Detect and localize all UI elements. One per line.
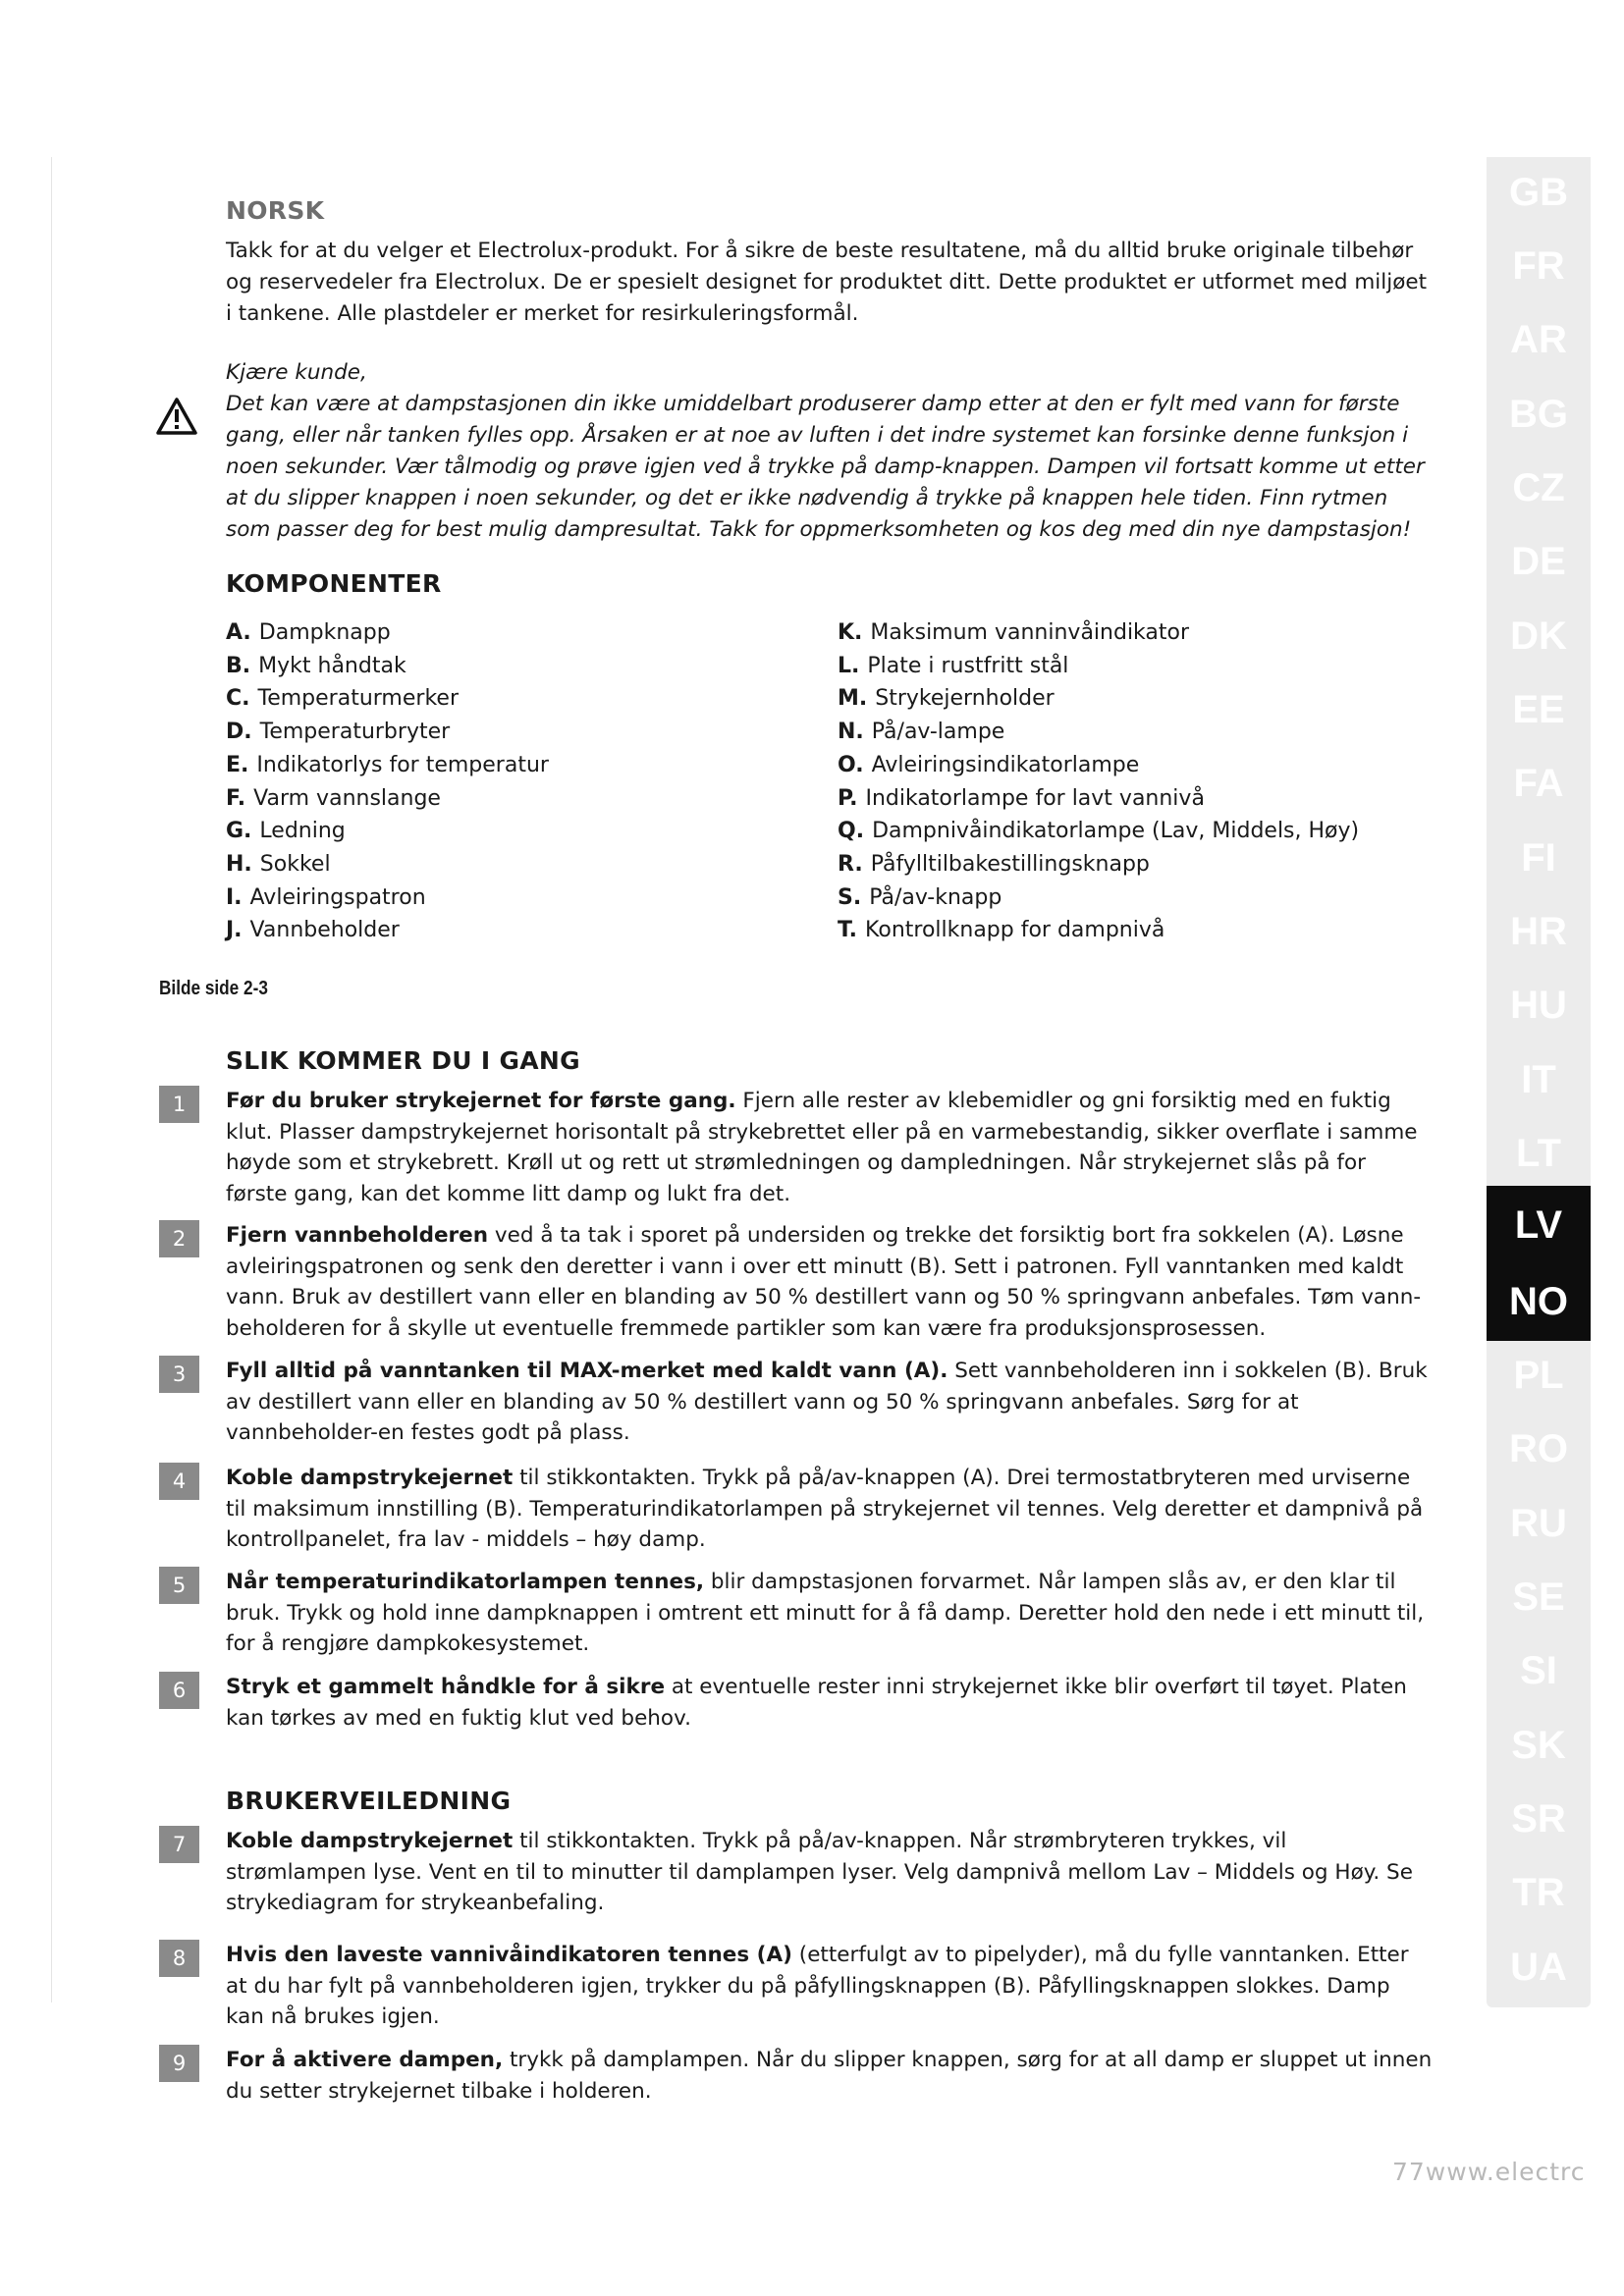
step-text: Fyll alltid på vanntanken til MAX-merket med kaldt vann (A). Sett vannbeholderen inn i sokkelen (B). Bruk av destillert vann eller en blanding av 50 % destillert vann og 50 % springvann anbefales. Sørg for at vannbeholder-en festes godt på plass. [226, 1359, 1428, 1445]
component-item: O. Avleiringsindikatorlampe [838, 752, 1140, 777]
section-title-norsk: NORSK [226, 196, 325, 225]
language-tab-tr[interactable]: TR [1512, 1871, 1565, 1914]
language-tab-sk[interactable]: SK [1511, 1724, 1566, 1767]
step-text: Før du bruker strykejernet for første gang. Fjern alle rester av klebemidler og gni forsiktig med en fuktig klut. Plasser dampstrykejernet horisontalt på strykebrettet eller på en varmebestandig, sikker overflate i samme høyde som et strykebrett. Krøll ut og rett ut strømledningen og dampledningen. Når strykejernet slås på for første gang, kan det komme litt damp og lukt fra det. [226, 1089, 1418, 1206]
language-tab-lt[interactable]: LT [1516, 1132, 1561, 1175]
language-tab-pl[interactable]: PL [1513, 1354, 1564, 1397]
language-tab-hr[interactable]: HR [1510, 910, 1567, 953]
component-item: G. Ledning [226, 819, 346, 844]
language-tab-lv[interactable]: LV [1487, 1186, 1591, 1264]
language-tab-fi[interactable]: FI [1521, 836, 1556, 880]
language-tab-it[interactable]: IT [1521, 1058, 1556, 1101]
component-item: S. På/av-knapp [838, 884, 1002, 910]
warning-triangle-icon [155, 397, 198, 436]
language-tab-se[interactable]: SE [1512, 1575, 1565, 1619]
language-tab-de[interactable]: DE [1511, 540, 1566, 583]
notice-greeting: Kjære kunde, [226, 360, 367, 385]
intro-paragraph: Takk for at du velger et Electrolux-produkt. For å sikre de beste resultatene, må du alltid bruke originale tilbehør og reservedeler fra Electrolux. De er spesielt designet for produktet ditt. Dette produktet er utformet med miljøet i tankene. Alle plastdeler er merket for resirkuleringsformål. [226, 239, 1428, 326]
component-item: I. Avleiringspatron [226, 884, 426, 910]
language-tab-ar[interactable]: AR [1510, 318, 1567, 361]
language-tab-fa[interactable]: FA [1513, 762, 1564, 805]
page-footer: 77www.electrc [1392, 2158, 1586, 2186]
language-tab-ee[interactable]: EE [1512, 688, 1565, 731]
section-title-getting-started: SLIK KOMMER DU I GANG [226, 1046, 580, 1075]
language-tab-ro[interactable]: RO [1509, 1427, 1568, 1470]
step-text: Fjern vannbeholderen ved å ta tak i sporet på undersiden og trekke det forsiktig bort fra sokkelen (A). Løsne avleiringspatronen og senk den deretter i vann i over ett minutt (B). Sett i patronen. Fyll vanntanken med kaldt vann. Bruk av destillert vann eller en blanding av 50 % destillert vann og 50 % springvann anbefales. Tøm vann-beholderen for å skylle ut eventuelle fremmede partikler som kan være fra produksjonsprosessen. [226, 1223, 1422, 1341]
step-number-badge: 3 [159, 1356, 199, 1393]
step-text: Hvis den laveste vannivåindikatoren tennes (A) (etterfulgt av to pipelyder), må du fylle vanntanken. Etter at du har fylt på vannbeholderen igjen, trykker du på påfyllingsknappen (B). Påfyllingsknappen slokkes. Damp kan nå brukes igjen. [226, 1943, 1409, 2029]
component-item: L. Plate i rustfritt stål [838, 653, 1069, 678]
language-tab-bg[interactable]: BG [1509, 393, 1568, 436]
step-text: Når temperaturindikatorlampen tennes, blir dampstasjonen forvarmet. Når lampen slås av, er den klar til bruk. Trykk og hold inne dampknappen i omtrent ett minutt for å få damp. Deretter hold den nede i ett minutt til, for å rengjøre dampkokesystemet. [226, 1570, 1425, 1656]
component-item: T. Kontrollknapp for dampnivå [838, 918, 1165, 943]
language-tab-ru[interactable]: RU [1510, 1502, 1567, 1545]
language-tab-no[interactable]: NO [1487, 1262, 1591, 1341]
component-item: D. Temperaturbryter [226, 720, 451, 745]
step-text: For å aktivere dampen, trykk på damplampen. Når du slipper knappen, sørg for at all damp er sluppet ut innen du setter strykejernet tilbake i holderen. [226, 2048, 1433, 2104]
step-number-badge: 8 [159, 1940, 199, 1977]
language-tab-fr[interactable]: FR [1512, 244, 1565, 288]
language-tab-cz[interactable]: CZ [1512, 466, 1565, 509]
notice-text: Det kan være at dampstasjonen din ikke umiddelbart produserer damp etter at den er fylt med vann for første gang, eller når tanken fylles opp. Årsaken er at noe av luften i det indre systemet kan forsinke denne funksjon i noen sekunder. Vær tålmodig og prøve igjen ved å trykke på damp-knappen. Dampen vil fortsatt komme ut etter at du slipper knappen i noen sekunder, og det er ikke nødvendig å trykke på knappen hele tiden. Finn rytmen som passer deg for best mulig dampresultat. Takk for oppmerksomheten og kos deg med din nye dampstasjon! [226, 392, 1425, 542]
component-item: E. Indikatorlys for temperatur [226, 752, 549, 777]
language-tab-sr[interactable]: SR [1511, 1797, 1566, 1841]
language-tab-bar [1487, 157, 1591, 2007]
step-number-badge: 4 [159, 1463, 199, 1500]
figure-reference: Bilde side 2-3 [159, 978, 268, 999]
step-text: Koble dampstrykejernet til stikkontakten. Trykk på på/av-knappen (A). Drei termostatbryteren med urviserne til maksimum innstilling (B). Temperaturindikatorlampen på strykejernet vil tennes. Velg deretter et dampnivå på kontrollpanelet, fra lav - middels – høy damp. [226, 1466, 1424, 1552]
step-text: Stryk et gammelt håndkle for å sikre at eventuelle rester inni strykejernet ikke blir overført til tøyet. Platen kan tørkes av med en fuktig klut ved behov. [226, 1675, 1407, 1731]
step-number-badge: 6 [159, 1672, 199, 1709]
component-item: N. På/av-lampe [838, 720, 1005, 745]
component-item: F. Varm vannslange [226, 785, 441, 811]
language-tab-ua[interactable]: UA [1510, 1946, 1567, 1989]
step-number-badge: 1 [159, 1086, 199, 1123]
section-title-components: KOMPONENTER [226, 569, 442, 598]
component-item: M. Strykejernholder [838, 686, 1055, 712]
component-item: H. Sokkel [226, 851, 331, 877]
component-item: P. Indikatorlampe for lavt vannivå [838, 785, 1205, 811]
step-number-badge: 5 [159, 1567, 199, 1604]
language-tab-hu[interactable]: HU [1510, 984, 1567, 1027]
component-item: K. Maksimum vanninvåindikator [838, 620, 1190, 645]
components-list-left [226, 616, 549, 947]
language-tab-si[interactable]: SI [1520, 1649, 1557, 1692]
component-item: R. Påfylltilbakestillingsknapp [838, 851, 1150, 877]
step-number-badge: 2 [159, 1220, 199, 1257]
step-number-badge: 7 [159, 1826, 199, 1863]
components-list-right [838, 616, 1359, 947]
component-item: B. Mykt håndtak [226, 653, 406, 678]
component-item: C. Temperaturmerker [226, 686, 459, 712]
step-text: Koble dampstrykejernet til stikkontakten. Trykk på på/av-knappen. Når strømbryteren trykkes, vil strømlampen lyse. Vent en til to minutter til damplampen lyser. Velg dampnivå mellom Lav – Middels og Høy. Se strykediagram for strykeanbefaling. [226, 1829, 1413, 1915]
step-number-badge: 9 [159, 2045, 199, 2082]
component-item: J. Vannbeholder [226, 918, 400, 943]
component-item: A. Dampknapp [226, 620, 391, 645]
component-item: Q. Dampnivåindikatorlampe (Lav, Middels, Høy) [838, 819, 1360, 844]
language-tab-dk[interactable]: DK [1510, 614, 1567, 658]
page-margin-rule [51, 157, 52, 2002]
language-tab-gb[interactable]: GB [1509, 171, 1568, 214]
section-title-user-guide: BRUKERVEILEDNING [226, 1787, 512, 1815]
